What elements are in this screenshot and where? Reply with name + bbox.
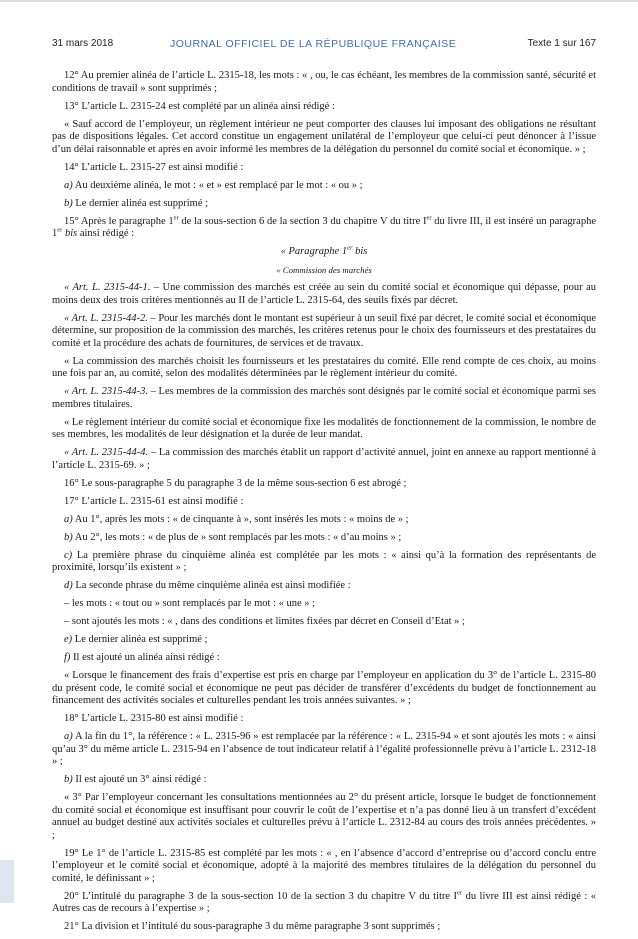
paragraph: 13° L’article L. 2315-24 est complété par un alinéa ainsi rédigé : [64,100,335,112]
paragraph [52,447,596,472]
superscript: er [457,889,463,896]
item-label: b) [64,531,73,543]
article-label: « Art. L. 2315-44-4. [64,447,149,458]
paragraph [52,731,596,769]
paragraph [52,580,596,593]
item-text: A la fin du 1°, la référence : « L. 2315-96 » est remplacée par la référence : « L. 2315-94 » et sont ajoutés les mots : « ainsi qu’au 3° du même article L. 2315-94 en l’absence de tout indicateur relatif à l’égalité professionnelle prévu à l’article L. 2312-18 » ; [52,731,596,767]
text-part: du livre III, il est inséré un paragraphe 1 [52,215,596,239]
paragraph [52,282,596,307]
paragraph [52,550,596,575]
paragraph: – les mots : « tout ou » sont remplacés par le mot : « une » ; [64,598,316,609]
subsection-heading: « Commission des marchés [276,265,372,275]
header-date: 31 mars 2018 [52,38,114,49]
text-part: 15° Après le paragraphe 1 [64,215,174,227]
paragraph [52,891,596,916]
superscript: er [173,214,179,221]
item-label: b) [64,774,73,785]
paragraph: 12° Au premier alinéa de l’article L. 2315-18, les mots : « , ou, le cas échéant, les membres de la commission santé, sécurité et conditions de travail » sont supprimés ; [52,70,596,94]
item-text: Il est ajouté un 3° ainsi rédigé : [72,774,207,785]
paragraph [52,514,596,527]
superscript: er [347,244,353,252]
paragraph: 18° L’article L. 2315-80 est ainsi modifié : [64,713,244,724]
item-label: d) [64,580,73,591]
paragraph [52,216,596,241]
paragraph: 19° Le 1° de l’article L. 2315-85 est complété par les mots : « , en l’absence d’accord d’entreprise ou d’accord conclu entre l’employeur et le comité social et économique, adopté à la majorité des membres titulaires de la délégation du personnel du comité, le définissant » ; [52,847,596,884]
paragraph [52,532,596,545]
paragraph: « La commission des marchés choisit les fournisseurs et les prestataires du comité. Elle rend compte de ces choix, au moins une fois par an, au comité, selon des modalités déterminées par le règlement intérieur du comité. [52,355,596,379]
article-label: « Art. L. 2315-44-3. [64,386,148,397]
paragraph: « Lorsque le financement des frais d’expertise est pris en charge par l’employeur en application du 3° de l’article L. 2315-80 du présent code, le comité social et économique ne peut pas décider de transférer d’excédents du budget de fonctionnement au financement des activités sociales et culturelles pendant les trois années suivantes. » ; [52,670,596,706]
item-text: Le dernier alinéa est supprimé ; [72,634,208,645]
paragraph [52,652,596,665]
item-label: f) [64,652,71,663]
heading-text: « Paragraphe 1 [280,246,348,257]
text-reference: Texte 1 sur 167 [527,38,596,49]
item-text: Il est ajouté un alinéa ainsi rédigé : [70,652,220,663]
document-body [52,70,596,939]
article-text: – Pour les marchés dont le montant est supérieur à un seuil fixé par décret, le comité social et économique détermine, sur proposition de la commission des marchés, les critères retenus pour le choix des fournisseurs et des prestataires du comité et la procédure des achats de fournitures, de services et de travaux. [52,312,597,349]
paragraph: « Le règlement intérieur du comité social et économique fixe les modalités de fonctionnement de la commission, le nombre de ses membres, les modalités de leur désignation et la durée de leur mandat. [52,416,596,440]
text-part: du livre III est ainsi rédigé : « Autres cas de recours à l’expertise » ; [52,890,596,914]
paragraph [52,180,596,193]
section-heading [52,246,596,259]
item-text: La première phrase du cinquième alinéa est complétée par les mots : « ainsi qu’à la formation des représentants de proximité, lorsqu’ils existent » ; [52,549,596,573]
article-text: – La commission des marchés établit un rapport d’activité annuel, joint en annexe au rapport mentionné à l’article L. 2315-69. » ; [52,447,596,471]
side-tab [0,860,14,903]
item-label: e) [64,634,73,645]
article-label: « Art. L. 2315-44-2. [64,312,148,324]
text-part: de la sous-section 6 de la section 3 du chapitre V du titre I [178,215,427,227]
item-text: Au 2°, les mots : « de plus de » sont remplacés par les mots : « d’au moins » ; [72,531,402,543]
paragraph: – sont ajoutés les mots : « , dans des conditions et limites fixées par décret en Conseil d’Etat » ; [64,616,465,627]
item-label: a) [64,179,73,191]
paragraph [52,198,596,211]
paragraph: « Sauf accord de l’employeur, un règlement intérieur ne peut comporter des clauses lui imposant des obligations ne résultant pas de dispositions légales. Cet accord constitue un engagement unilatéral de l’employeur que celui-ci peut dénoncer à l’issue d’un délai raisonnable et après en avoir informé les membres de la délégation du personnel du comité social et économique. » ; [52,118,596,155]
item-label: a) [64,731,73,742]
paragraph: 16° Le sous-paragraphe 5 du paragraphe 3 de la même sous-section 6 est abrogé ; [64,477,407,489]
text-part: bis [62,228,78,239]
item-label: b) [64,197,73,209]
item-label: a) [64,513,73,525]
superscript: er [57,226,63,234]
paragraph: 14° L’article L. 2315-27 est ainsi modifié : [64,161,244,173]
item-text: Au 1°, après les mots : « de cinquante à », sont insérés les mots : « moins de » ; [72,513,409,525]
item-text: Le dernier alinéa est supprimé ; [72,197,209,209]
text-part: 20° L’intitulé du paragraphe 3 de la sous-section 10 de la section 3 du chapitre V du titre I [64,890,458,902]
paragraph: « 3° Par l’employeur concernant les consultations mentionnées au 2° du présent article, lorsque le budget de fonctionnement du comité social et économique est insuffisant pour couvrir le coût de l’expertise et n’a pas donné lieu à un transfert d’excédent annuel au budget destiné aux activités sociales et culturelles prévu à l’article L. 2312-84 au cours des trois années précédentes. » ; [52,792,596,841]
paragraph: 21° La division et l’intitulé du sous-paragraphe 3 du même paragraphe 3 sont supprimés ; [64,921,441,932]
item-text: Au deuxième alinéa, le mot : « et » est remplacé par le mot : « ou » ; [72,179,363,191]
item-text: La seconde phrase du même cinquième alinéa est ainsi modifiée : [72,580,351,591]
article-label: « Art. L. 2315-44-1. [64,282,151,293]
item-label: c) [64,549,73,561]
paragraph [52,774,596,787]
paragraph: 17° L’article L. 2315-61 est ainsi modifié : [64,495,244,507]
article-text: – Les membres de la commission des marchés sont désignés par le comité social et économique parmi ses membres titulaires. [52,386,597,410]
journal-title: JOURNAL OFFICIEL DE LA RÉPUBLIQUE FRANÇAISE [170,38,457,50]
paragraph [52,313,596,351]
text-part: ainsi rédigé : [77,228,135,239]
superscript: er [426,214,432,221]
paragraph [52,634,596,647]
paragraph [52,386,596,411]
page-header [52,38,596,54]
top-divider [0,0,638,2]
heading-text: bis [352,246,368,257]
article-text: – Une commission des marchés est créée au sein du comité social et économique qui dépasse, pour au moins deux des trois critères mentionnés au II de l’article L. 2315-64, des seuils fixés par décret. [52,282,597,306]
